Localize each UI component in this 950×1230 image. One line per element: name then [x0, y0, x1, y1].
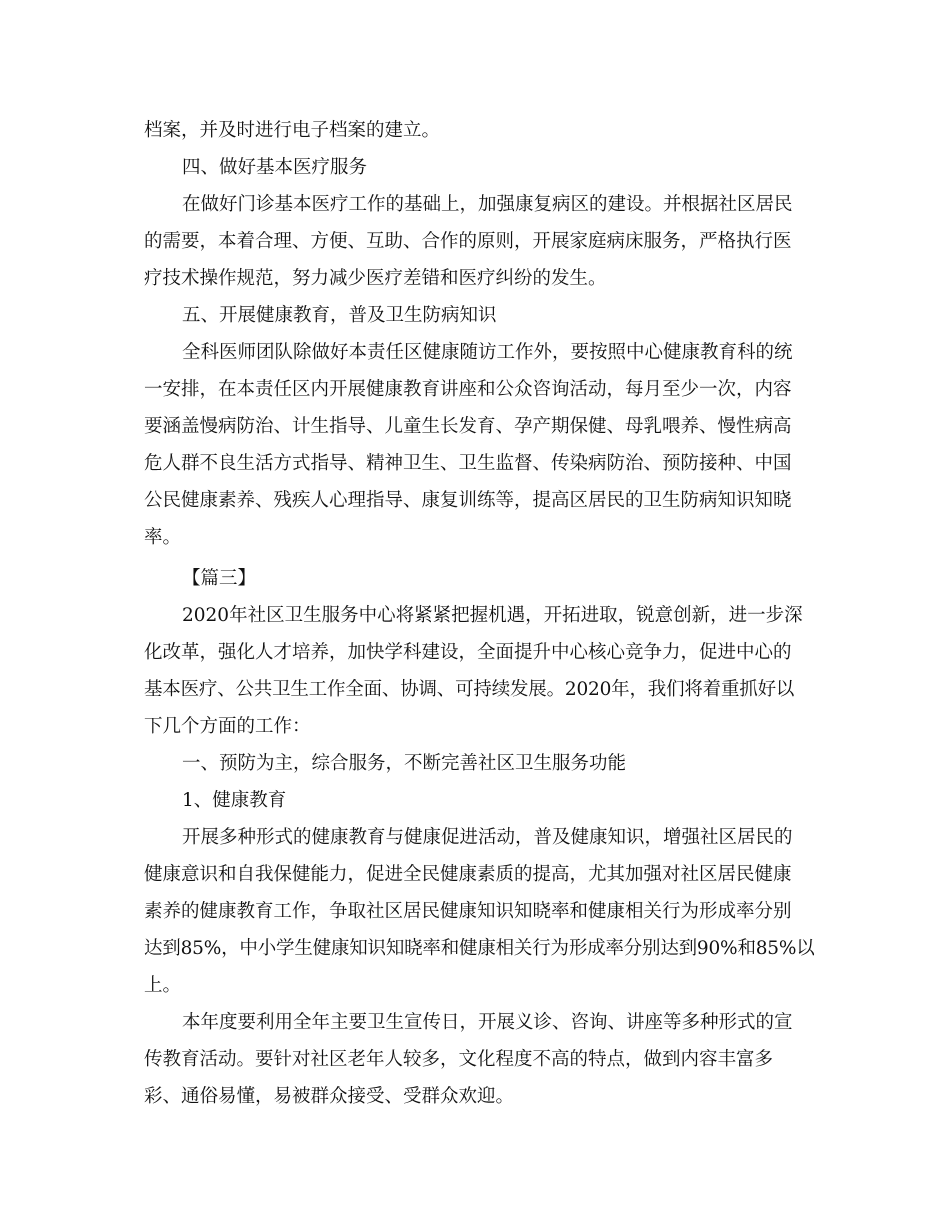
text-line: 基本医疗、公共卫生工作全面、协调、可持续发展。2020年，我们将着重抓好以	[144, 679, 795, 700]
text-line: 要涵盖慢病防治、计生指导、儿童生长发育、孕产期保健、母乳喂养、慢性病高	[144, 416, 792, 437]
text-line: 达到85%，中小学生健康知识知晓率和健康相关行为形成率分别达到90%和85%以	[144, 938, 815, 959]
text-line: 本年度要利用全年主要卫生宣传日，开展义诊、咨询、讲座等多种形式的宣	[182, 1012, 793, 1033]
text-line: 上。	[144, 975, 182, 996]
section-heading: 四、做好基本医疗服务	[182, 157, 368, 178]
text-line: 传教育活动。要针对社区老年人较多，文化程度不高的特点，做到内容丰富多	[144, 1049, 774, 1070]
text-line: 率。	[144, 527, 182, 548]
text-line: 档案，并及时进行电子档案的建立。	[144, 120, 441, 141]
section-heading: 一、预防为主，综合服务，不断完善社区卫生服务功能	[182, 753, 627, 774]
text-line: 全科医师团队除做好本责任区健康随访工作外，要按照中心健康教育科的统	[182, 342, 793, 363]
subsection-heading: 1、健康教育	[182, 790, 287, 811]
text-line: 公民健康素养、残疾人心理指导、康复训练等，提高区居民的卫生防病知识知晓	[144, 490, 792, 511]
text-line: 2020年社区卫生服务中心将紧紧把握机遇，开拓进取，锐意创新，进一步深	[182, 605, 803, 626]
part-heading: 【篇三】	[182, 568, 257, 589]
text-line: 的需要，本着合理、方便、互助、合作的原则，开展家庭病床服务，严格执行医	[144, 231, 792, 252]
text-line: 危人群不良生活方式指导、精神卫生、卫生监督、传染病防治、预防接种、中国	[144, 453, 792, 474]
text-line: 彩、通俗易懂，易被群众接受、受群众欢迎。	[144, 1086, 515, 1107]
section-heading: 五、开展健康教育，普及卫生防病知识	[182, 305, 497, 326]
text-line: 化改革，强化人才培养，加快学科建设，全面提升中心核心竞争力，促进中心的	[144, 642, 792, 663]
text-line: 素养的健康教育工作，争取社区居民健康知识知晓率和健康相关行为形成率分别	[144, 901, 792, 922]
document-page	[144, 112, 815, 1115]
text-line: 健康意识和自我保健能力，促进全民健康素质的提高，尤其加强对社区居民健康	[144, 864, 792, 885]
text-line: 一安排，在本责任区内开展健康教育讲座和公众咨询活动，每月至少一次，内容	[144, 379, 792, 400]
text-line: 疗技术操作规范，努力减少医疗差错和医疗纠纷的发生。	[144, 268, 607, 289]
text-line: 下几个方面的工作：	[144, 716, 311, 737]
text-line: 在做好门诊基本医疗工作的基础上，加强康复病区的建设。并根据社区居民	[182, 194, 793, 215]
text-line: 开展多种形式的健康教育与健康促进活动，普及健康知识，增强社区居民的	[182, 827, 793, 848]
